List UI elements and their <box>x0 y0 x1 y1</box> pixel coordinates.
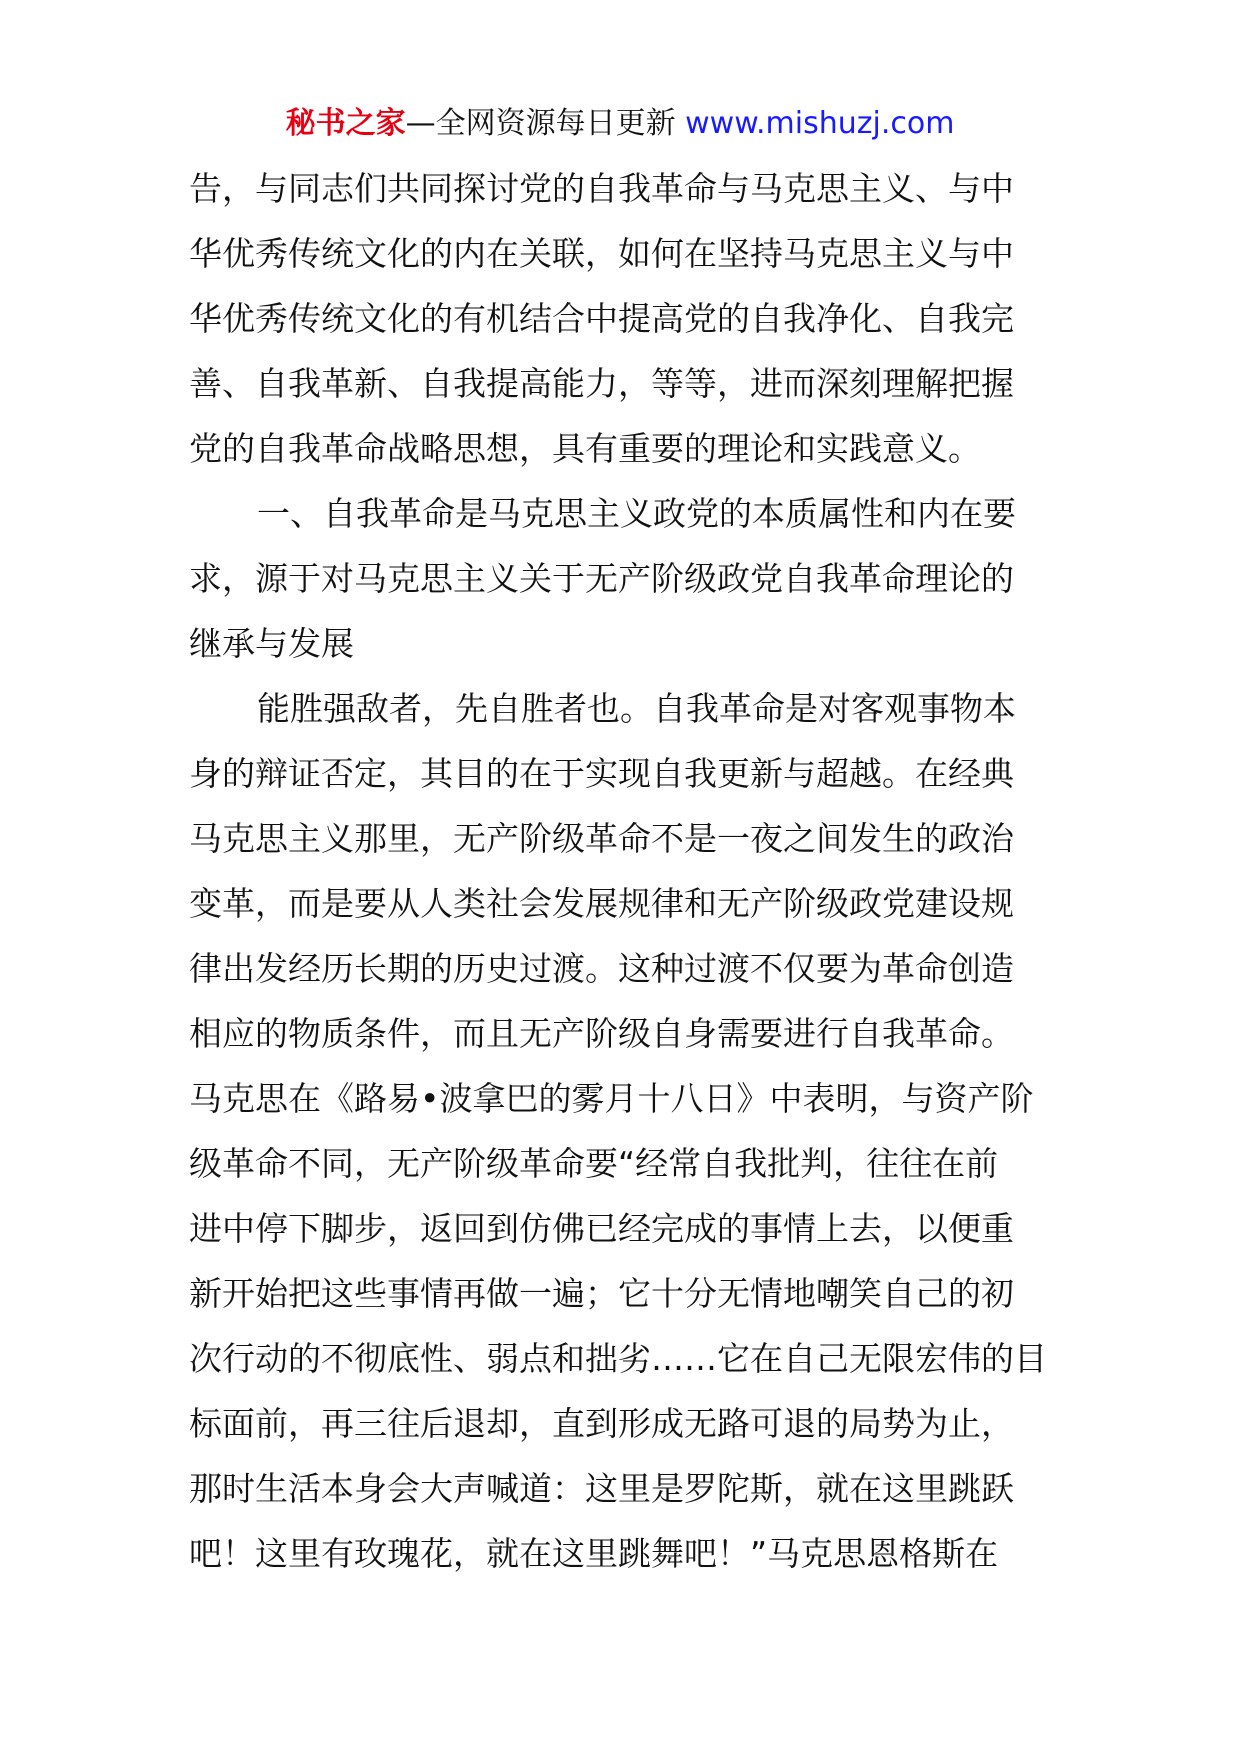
document-body <box>189 156 1061 1586</box>
text-line: 善、自我革新、自我提高能力，等等，进而深刻理解把握 <box>189 364 1014 403</box>
text-line: 那时生活本身会大声喊道：这里是罗陀斯，就在这里跳跃 <box>189 1469 1014 1508</box>
text-line: 相应的物质条件，而且无产阶级自身需要进行自我革命。 <box>189 1014 1014 1053</box>
text-line: 华优秀传统文化的有机结合中提高党的自我净化、自我完 <box>189 299 1014 338</box>
section-heading-line: 一、自我革命是马克思主义政党的本质属性和内在要 <box>257 494 1016 533</box>
site-url-link[interactable]: www.mishuzj.com <box>685 106 955 141</box>
text-line: 能胜强敌者，先自胜者也。自我革命是对客观事物本 <box>257 689 1016 728</box>
text-line: 马克思在《路易•波拿巴的雾月十八日》中表明，与资产阶 <box>189 1079 1034 1118</box>
site-header <box>0 100 1240 148</box>
section-heading-line: 求，源于对马克思主义关于无产阶级政党自我革命理论的 <box>189 559 1014 598</box>
text-line: 进中停下脚步，返回到仿佛已经完成的事情上去，以便重 <box>189 1209 1014 1248</box>
site-slogan: —全网资源每日更新 <box>405 106 676 141</box>
text-line: 级革命不同，无产阶级革命要“经常自我批判，往往在前 <box>189 1144 999 1183</box>
text-line: 告，与同志们共同探讨党的自我革命与马克思主义、与中 <box>189 169 1014 208</box>
text-line: 吧！这里有玫瑰花，就在这里跳舞吧！”马克思恩格斯在 <box>189 1534 999 1573</box>
text-line: 新开始把这些事情再做一遍；它十分无情地嘲笑自己的初 <box>189 1274 1014 1313</box>
section-heading-line: 继承与发展 <box>189 624 354 663</box>
text-line: 身的辩证否定，其目的在于实现自我更新与超越。在经典 <box>189 754 1014 793</box>
text-line: 律出发经历长期的历史过渡。这种过渡不仅要为革命创造 <box>189 949 1014 988</box>
text-line: 华优秀传统文化的内在关联，如何在坚持马克思主义与中 <box>189 234 1014 273</box>
text-line: 马克思主义那里，无产阶级革命不是一夜之间发生的政治 <box>189 819 1014 858</box>
text-line: 标面前，再三往后退却，直到形成无路可退的局势为止， <box>189 1404 1014 1443</box>
site-brand: 秘书之家 <box>285 106 406 141</box>
text-line: 次行动的不彻底性、弱点和拙劣……它在自己无限宏伟的目 <box>189 1339 1047 1378</box>
text-line: 党的自我革命战略思想，具有重要的理论和实践意义。 <box>189 429 981 468</box>
text-line: 变革，而是要从人类社会发展规律和无产阶级政党建设规 <box>189 884 1014 923</box>
